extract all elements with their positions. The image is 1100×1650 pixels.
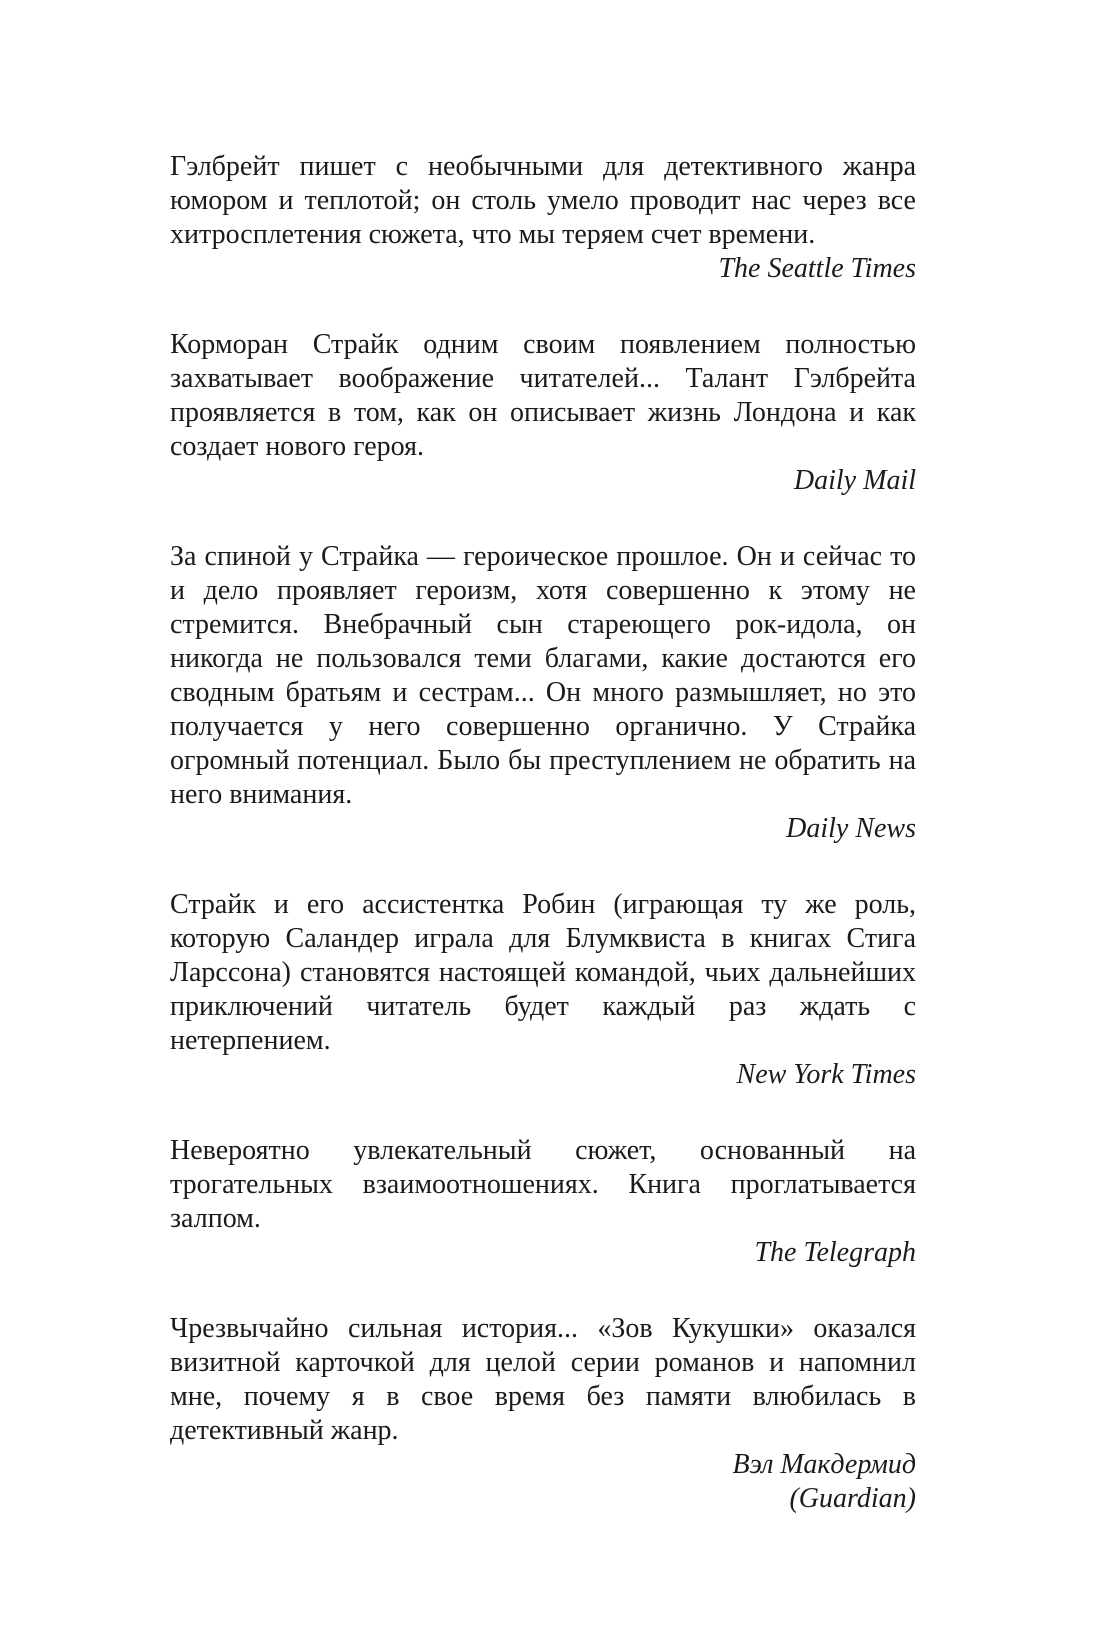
quote-source: The Telegraph xyxy=(754,1237,916,1268)
quote-source: New York Times xyxy=(736,1059,916,1090)
quote-source: Вэл Макдермид xyxy=(732,1449,916,1480)
quote-source: Daily Mail xyxy=(793,465,916,496)
quote-source: The Seattle Times xyxy=(718,253,916,284)
quote-text: Невероятно увлекательный сюжет, основанный на трогательных взаимоотношениях. Книга проглатывается залпом. xyxy=(170,1135,916,1234)
review-block xyxy=(170,888,916,1092)
review-block xyxy=(170,1312,916,1516)
quote-source: Daily News xyxy=(786,813,916,844)
review-block xyxy=(170,1134,916,1270)
quote-text: Гэлбрейт пишет с необычными для детективного жанра юмором и теплотой; он столь умело проводит нас через все хитросплетения сюжета, что мы теряем счет времени. xyxy=(170,151,916,250)
review-block xyxy=(170,150,916,286)
quote-text: Корморан Страйк одним своим появлением полностью захватывает воображение читателей... Талант Гэлбрейта проявляется в том, как он описывает жизнь Лондона и как создает нового героя. xyxy=(170,329,916,462)
quote-text: За спиной у Страйка — героическое прошлое. Он и сейчас то и дело проявляет героизм, хотя совершенно к этому не стремится. Внебрачный сын стареющего рок-идола, он никогда не пользовался теми благами, какие достаются его сводным братьям и сестрам... Он много размышляет, но это получается у него совершенно органично. У Страйка огромный потенциал. Было бы преступлением не обратить на него внимания. xyxy=(170,541,916,810)
quote-text: Чрезвычайно сильная история... «Зов Кукушки» оказался визитной карточкой для целой серии романов и напомнил мне, почему я в свое время без памяти влюбилась в детективный жанр. xyxy=(170,1313,916,1446)
reviews-column xyxy=(170,150,916,1558)
quote-text: Страйк и его ассистентка Робин (играющая ту же роль, которую Саландер играла для Блумквиста в книгах Стига Ларссона) становятся настоящей командой, чьих дальнейших приключений читатель будет каждый раз ждать с нетерпением. xyxy=(170,889,916,1056)
review-block xyxy=(170,540,916,846)
review-block xyxy=(170,328,916,498)
quote-source-detail: (Guardian) xyxy=(789,1483,916,1514)
